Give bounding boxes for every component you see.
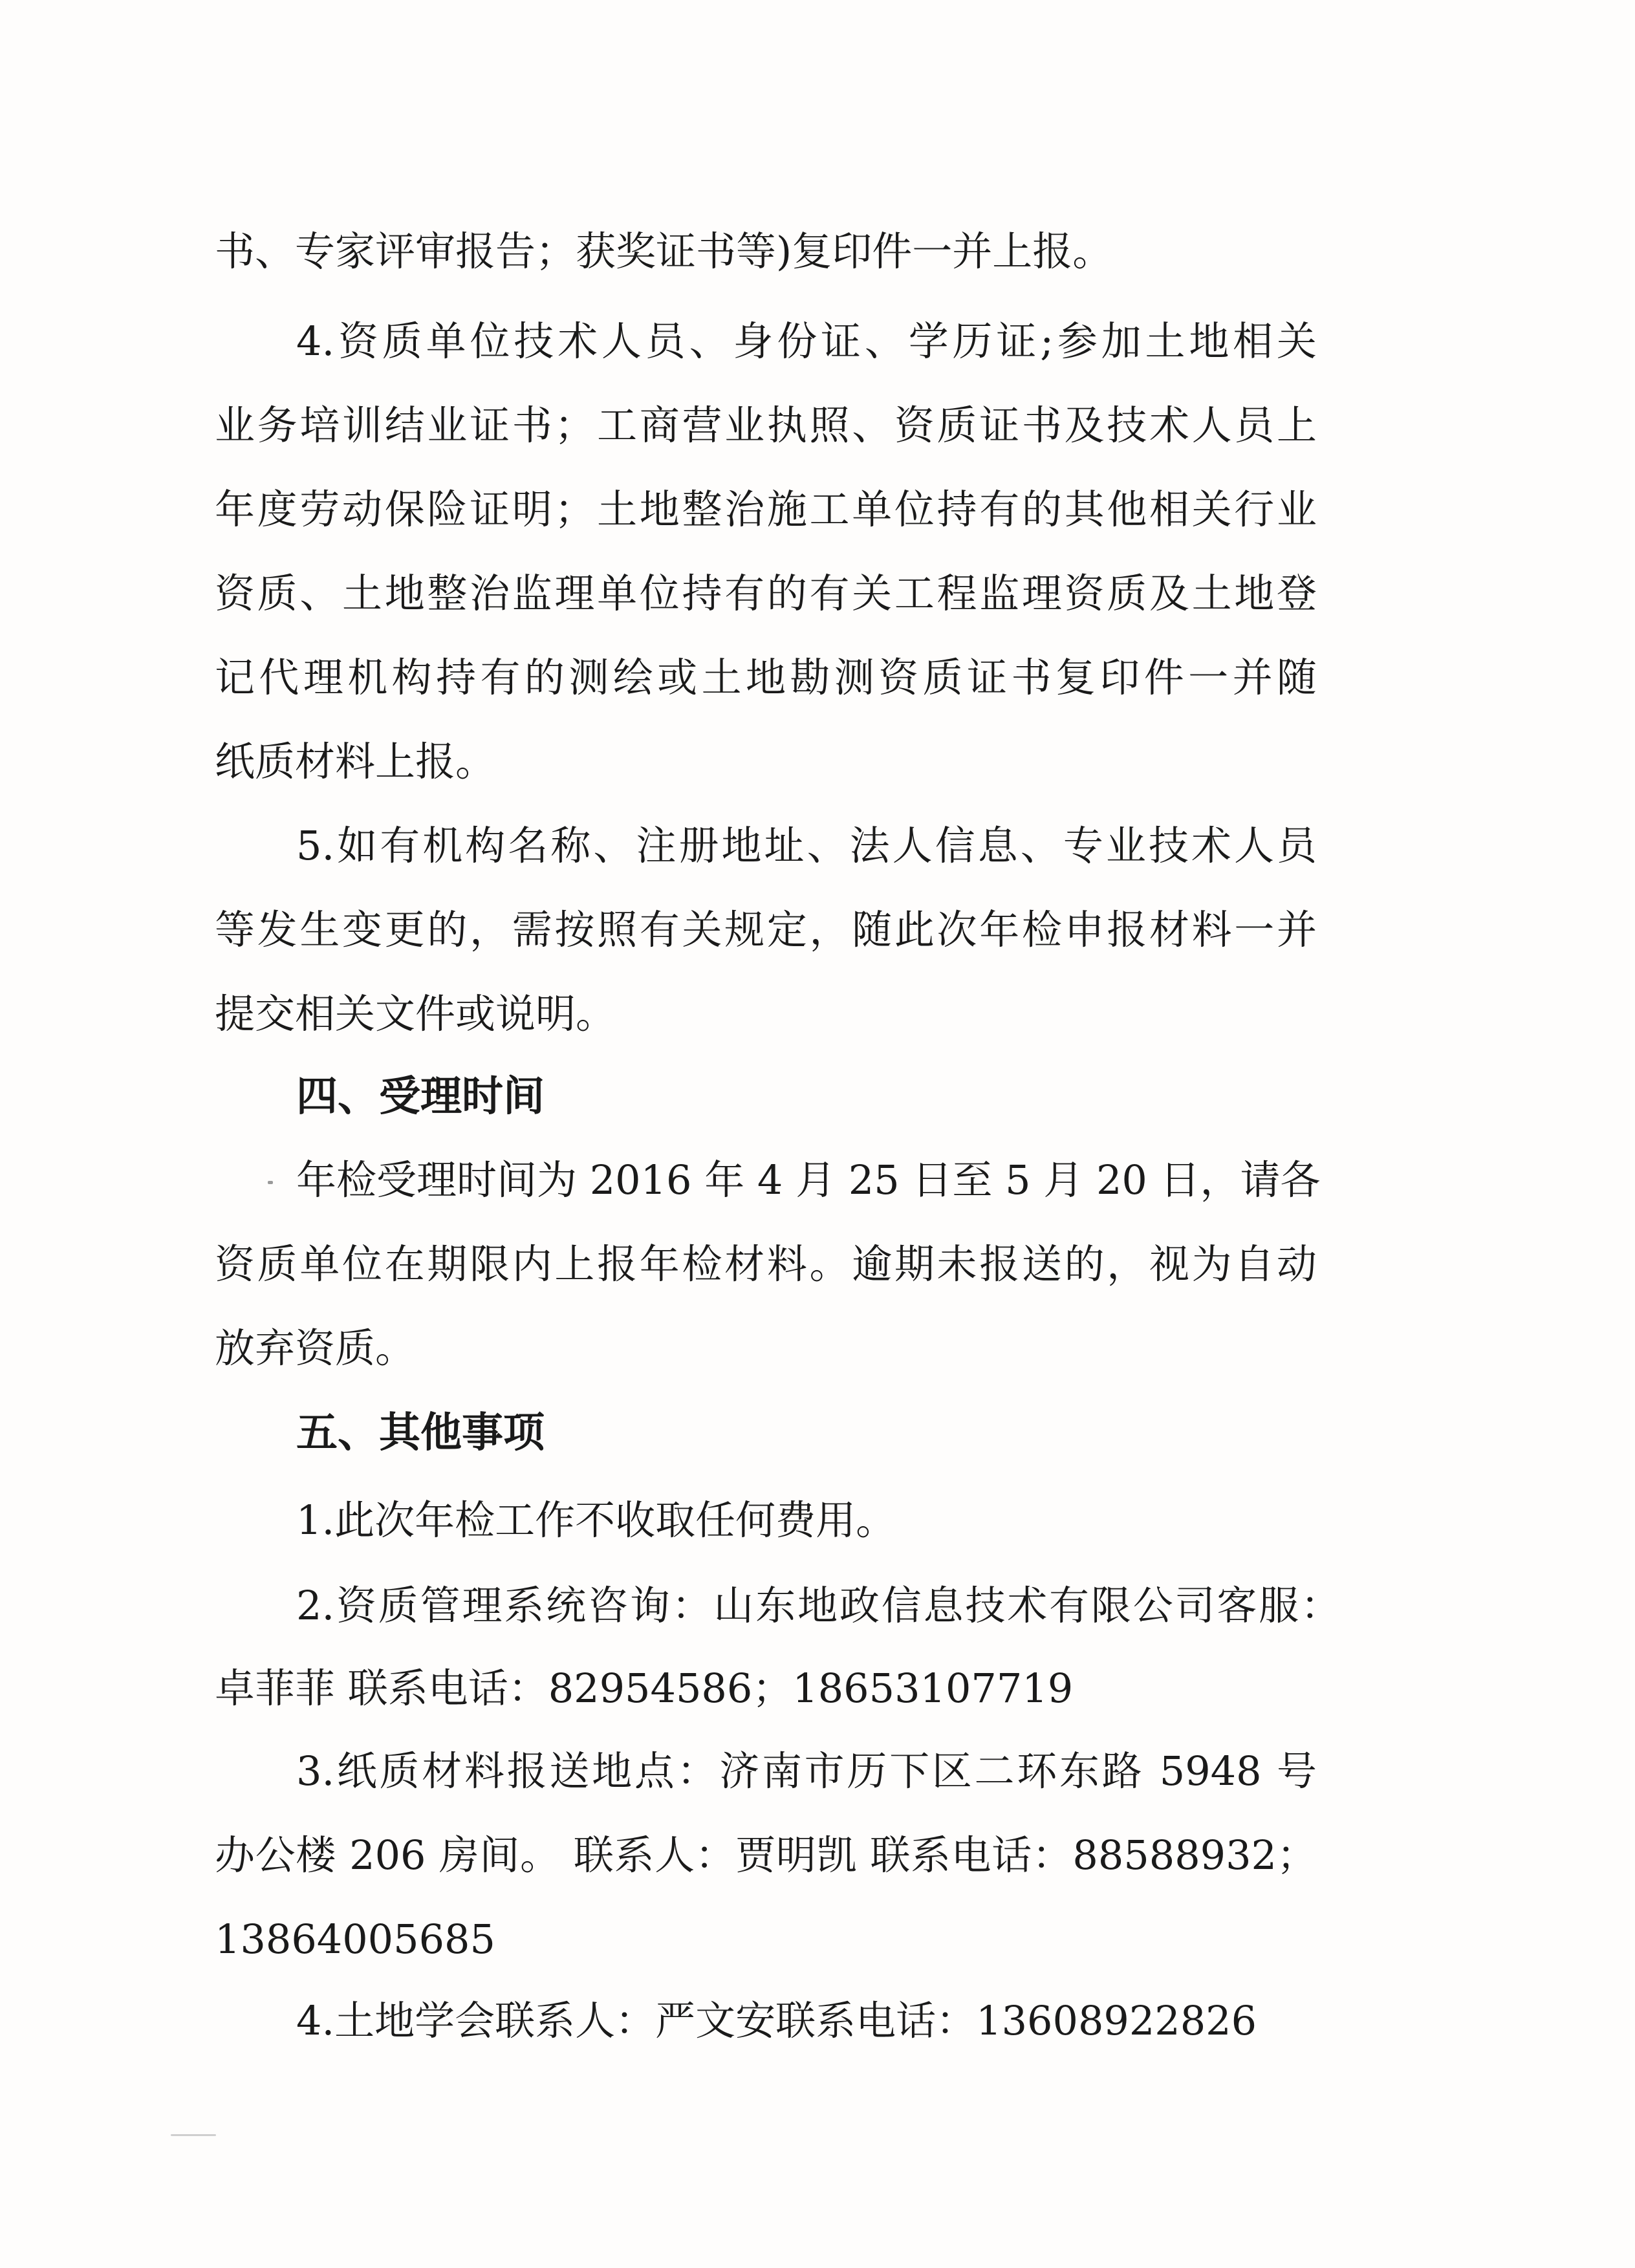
paragraph-line: 放弃资质。 xyxy=(215,1324,416,1372)
paragraph-line: 4.土地学会联系人：严文安联系电话：13608922826 xyxy=(296,1997,1257,2044)
section-heading-4: 四、受理时间 xyxy=(296,1073,545,1121)
paragraph-line: 资质单位在期限内上报年检材料。逾期未报送的，视为自动 xyxy=(215,1240,1317,1288)
paragraph-line: 记代理机构持有的测绘或土地勘测资质证书复印件一并随 xyxy=(215,654,1317,701)
paragraph-line: 纸质材料上报。 xyxy=(215,738,496,785)
paragraph-line: 3.纸质材料报送地点：济南市历下区二环东路 5948 号 xyxy=(296,1747,1317,1795)
paragraph-line: 4.资质单位技术人员、身份证、学历证;参加土地相关 xyxy=(296,318,1317,365)
paragraph-line: 提交相关文件或说明。 xyxy=(215,990,616,1037)
scan-speck xyxy=(268,1181,273,1184)
paragraph-line: 年检受理时间为 2016 年 4 月 25 日至 5 月 20 日，请各 xyxy=(296,1156,1321,1204)
paragraph-line: 等发生变更的，需按照有关规定，随此次年检申报材料一并 xyxy=(215,906,1317,953)
paragraph-line: 书、专家评审报告；获奖证书等)复印件一并上报。 xyxy=(215,228,1113,275)
paragraph-line: 业务培训结业证书；工商营业执照、资质证书及技术人员上 xyxy=(215,402,1317,449)
section-heading-5: 五、其他事项 xyxy=(296,1409,545,1457)
paragraph-line: 办公楼 206 房间。 联系人：贾明凯 联系电话：88588932； xyxy=(215,1831,1317,1879)
paragraph-line: 5.如有机构名称、注册地址、法人信息、专业技术人员 xyxy=(296,822,1317,869)
paragraph-line: 资质、土地整治监理单位持有的有关工程监理资质及土地登 xyxy=(215,570,1317,617)
scan-speck xyxy=(171,2134,216,2136)
paragraph-line: 13864005685 xyxy=(215,1916,495,1963)
paragraph-line: 2.资质管理系统咨询：山东地政信息技术有限公司客服： xyxy=(296,1582,1341,1629)
paragraph-line: 1.此次年检工作不收取任何费用。 xyxy=(296,1496,896,1544)
paragraph-line: 年度劳动保险证明；土地整治施工单位持有的其他相关行业 xyxy=(215,486,1317,533)
paragraph-line: 卓菲菲 联系电话：82954586；18653107719 xyxy=(215,1665,1074,1712)
